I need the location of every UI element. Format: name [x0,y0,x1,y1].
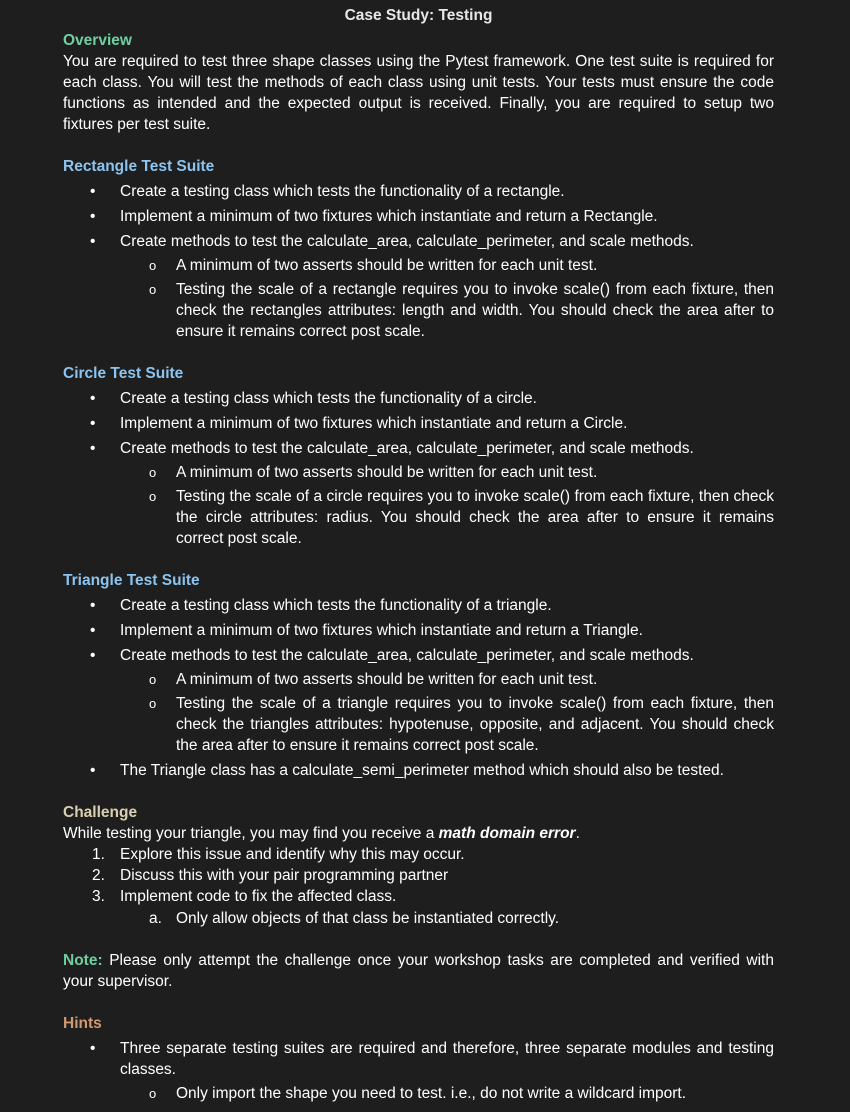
bullet-marker: • [90,647,96,664]
bullet-marker: • [90,1040,96,1057]
bullet-marker: • [90,233,96,250]
numbered-item-text: Discuss this with your pair programming partner [120,867,449,884]
circle-marker: o [149,672,157,687]
circle-marker: o [149,465,157,480]
circle-section [63,363,774,549]
circle-marker: o [149,489,157,504]
bullet-marker: • [90,622,96,639]
numbered-item [63,844,774,865]
sub-list-item-text: Testing the scale of a rectangle requires you to invoke scale() from each fixture, then check the rectangles attributes: length and width. You should check the area after to ensure it remains correct post scale. [176,281,774,340]
list-item-text: Create a testing class which tests the functionality of a rectangle. [120,183,565,200]
overview-section [63,30,774,135]
list-item-text: Create methods to test the calculate_area, calculate_perimeter, and scale methods. [120,440,694,457]
circle-marker: o [149,1086,157,1101]
note-label: Note: [63,952,103,969]
numbered-item [63,865,774,886]
challenge-section [63,802,774,929]
list-item [63,413,774,434]
list-item [63,388,774,409]
rectangle-section [63,156,774,342]
circle-marker: o [149,282,157,297]
number-marker: 2. [92,867,105,884]
sub-list-item [63,255,774,276]
challenge-intro-emphasis: math domain error [438,825,576,842]
list-item-text: Create methods to test the calculate_area, calculate_perimeter, and scale methods. [120,647,694,664]
number-marker: 3. [92,888,105,905]
sub-list-item [63,462,774,483]
numbered-item-text: Implement code to fix the affected class. [120,888,397,905]
list-item [63,645,774,666]
sub-list-item-text: A minimum of two asserts should be written for each unit test. [176,257,598,274]
challenge-heading: Challenge [63,804,138,821]
number-marker: 1. [92,846,105,863]
list-item [63,206,774,227]
numbered-item [63,886,774,907]
bullet-marker: • [90,415,96,432]
list-item [63,620,774,641]
list-item-text: Implement a minimum of two fixtures which instantiate and return a Circle. [120,415,628,432]
sub-list-item [63,486,774,549]
hints-section [63,1013,774,1104]
list-item-text: Three separate testing suites are required and therefore, three separate modules and testing classes. [120,1040,774,1078]
bullet-marker: • [90,762,96,779]
bullet-marker: • [90,390,96,407]
list-item [63,181,774,202]
list-item-text: Create a testing class which tests the functionality of a circle. [120,390,537,407]
circle-marker: o [149,258,157,273]
sub-list-item [63,693,774,756]
challenge-intro-suffix: . [575,825,580,842]
rectangle-heading: Rectangle Test Suite [63,158,215,175]
hints-heading: Hints [63,1015,102,1032]
sub-list-item [63,279,774,342]
challenge-intro-prefix: While testing your triangle, you may find you receive a [63,825,439,842]
list-item [63,1038,774,1080]
list-item-text: Create a testing class which tests the functionality of a triangle. [120,597,552,614]
sub-list-item-text: A minimum of two asserts should be written for each unit test. [176,671,598,688]
bullet-marker: • [90,208,96,225]
bullet-marker: • [90,183,96,200]
overview-text: You are required to test three shape classes using the Pytest framework. One test suite is required for each class. You will test the methods of each class using unit tests. Your tests must ensure the code functions as intended and the expected output is received. Finally, you are required to setup two fixtures per test suite. [63,53,774,133]
circle-marker: o [149,696,157,711]
letter-marker: a. [149,910,162,927]
note-section [63,950,774,992]
list-item-text: Implement a minimum of two fixtures which instantiate and return a Rectangle. [120,208,658,225]
bullet-marker: • [90,597,96,614]
lettered-item [63,908,774,929]
sub-list-item-text: Testing the scale of a triangle requires you to invoke scale() from each fixture, then check the triangles attributes: hypotenuse, opposite, and adjacent. You should check the area after to ensure it remains correct post scale. [176,695,774,754]
overview-heading: Overview [63,32,132,49]
page-title: Case Study: Testing [344,7,493,24]
sub-list-item-text: A minimum of two asserts should be written for each unit test. [176,464,598,481]
list-item-text: The Triangle class has a calculate_semi_perimeter method which should also be tested. [120,762,724,779]
list-item-text: Create methods to test the calculate_area, calculate_perimeter, and scale methods. [120,233,694,250]
list-item-text: Implement a minimum of two fixtures which instantiate and return a Triangle. [120,622,643,639]
triangle-heading: Triangle Test Suite [63,572,200,589]
sub-list-item [63,669,774,690]
sub-list-item-text: Testing the scale of a circle requires you to invoke scale() from each fixture, then check the circle attributes: radius. You should check the area after to ensure it remains correct post scale. [176,488,774,547]
list-item [63,760,774,781]
sub-list-item [63,1083,774,1104]
bullet-marker: • [90,440,96,457]
list-item [63,438,774,459]
note-body: Please only attempt the challenge once your workshop tasks are completed and verified with your supervisor. [63,952,774,990]
note-text [63,950,774,992]
triangle-section [63,570,774,781]
sub-list-item-text: Only import the shape you need to test. i.e., do not write a wildcard import. [176,1085,687,1102]
list-item [63,595,774,616]
lettered-item-text: Only allow objects of that class be instantiated correctly. [176,910,560,927]
numbered-item-text: Explore this issue and identify why this may occur. [120,846,465,863]
challenge-intro [63,823,774,844]
list-item [63,231,774,252]
circle-heading: Circle Test Suite [63,365,184,382]
